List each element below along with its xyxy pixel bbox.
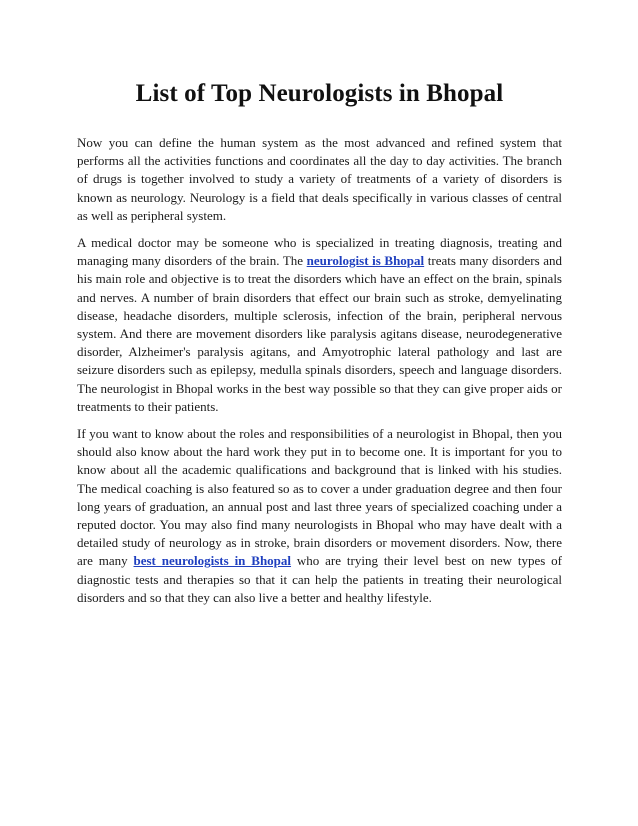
neurologist-in-bhopal-link[interactable]: neurologist is Bhopal — [306, 253, 425, 269]
document-page — [77, 78, 562, 616]
paragraph-text: treats many disorders and his main role and objective is to treat the disorders which have an effect on the brain, spinals and nerves. A number of brain disorders that effect our brain such as stroke, demyelinating disease, headache disorders, multiple sclerosis, infection of the brain, peripheral nervous system. And there are movement disorders like paralysis agitans disease, neurodegenerative disorder, Alzheimer's paralysis agitans, and Amyotrophic lateral pathology and last are seizure disorders such as epilepsy, medulla spinals disorders, speech and language disorders. The neurologist in Bhopal works in the best way possible so that they can give proper aids or treatments to their patients. — [77, 253, 563, 414]
paragraph-text: who are trying their level best on new types of diagnostic tests and therapies so that it can help the patients in treating their neurological disorders and so that they can also live a better and healthy lifestyle. — [77, 553, 562, 605]
paragraph-intro: Now you can define the human system as the most advanced and refined system that performs all the activities functions and coordinates all the day to day activities. The branch of drugs is together involved to study a variety of treatments of a variety of disorders is known as neurology. Neurology is a field that deals specifically in various classes of central as well as peripheral system. — [77, 135, 562, 223]
paragraph-doctor-role — [77, 234, 562, 416]
best-neurologists-link[interactable]: best neurologists in Bhopal — [133, 553, 292, 569]
paragraph-qualifications — [77, 425, 562, 607]
paragraph-text: A medical doctor may be someone who is specialized in treating diagnosis, treating and managing many disorders of the brain. The — [77, 235, 562, 269]
paragraph-text: If you want to know about the roles and responsibilities of a neurologist in Bhopal, then you should also know about the hard work they put in to become one. It is important for you to know about all the academic qualifications and background that is linked with his studies. The medical coaching is also featured so as to cover a under graduation degree and then four long years of graduation, an annual post and last three years of specialized coaching under a reputed doctor. You may also find many neurologists in Bhopal who may have dealt with a detailed study of neurology as in stroke, brain disorders or movement disorders. Now, there are many — [77, 426, 562, 569]
page-title: List of Top Neurologists in Bhopal — [135, 80, 504, 107]
